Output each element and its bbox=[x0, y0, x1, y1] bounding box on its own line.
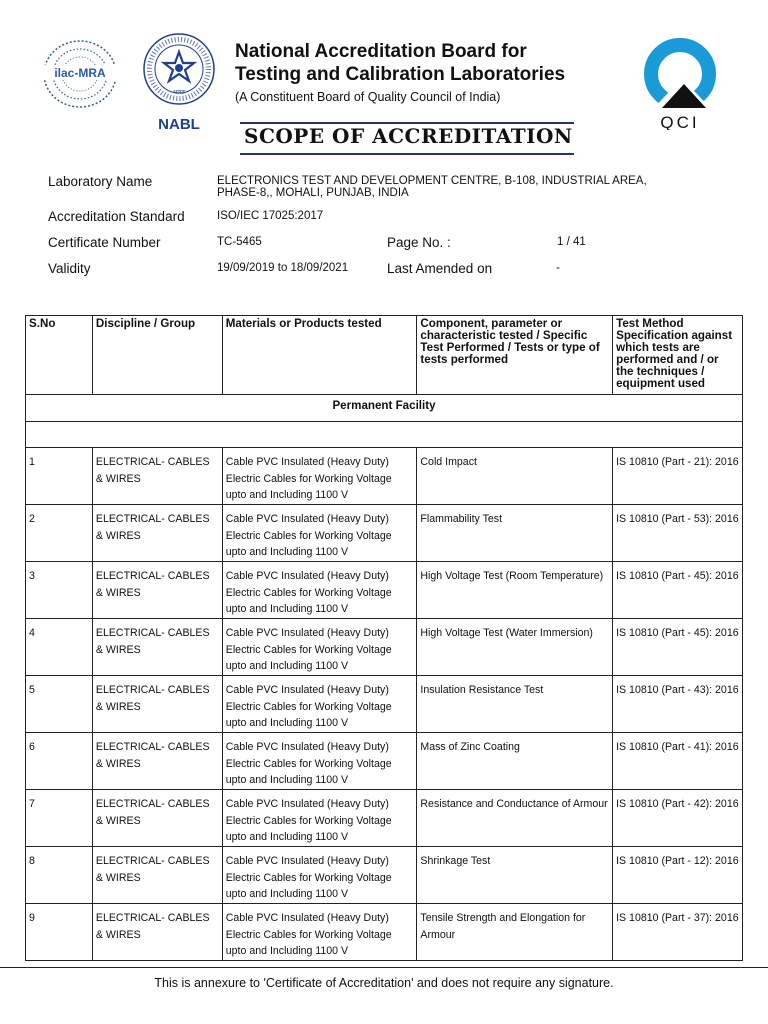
nabl-seal-text: भारत bbox=[173, 89, 185, 96]
cell-method: IS 10810 (Part - 43): 2016 bbox=[613, 676, 743, 733]
header-component: Component, parameter or characteristic tested / Specific Test Performed / Tests or type of tests performed bbox=[417, 316, 613, 395]
header-materials: Materials or Products tested bbox=[222, 316, 417, 395]
footer-rule bbox=[0, 967, 768, 968]
cell-material: Cable PVC Insulated (Heavy Duty) Electric Cables for Working Voltage upto and Including 1100 V bbox=[222, 904, 417, 961]
amended-value: - bbox=[556, 262, 560, 274]
cell-sno: 3 bbox=[26, 562, 93, 619]
ilac-logo-text: ilac-MRA bbox=[54, 66, 106, 80]
amended-label: Last Amended on bbox=[387, 261, 493, 276]
cell-test: Cold Impact bbox=[417, 448, 613, 505]
section-row bbox=[26, 395, 743, 422]
scope-title-bottom-rule bbox=[240, 153, 574, 155]
header-discipline: Discipline / Group bbox=[92, 316, 222, 395]
cell-group: ELECTRICAL- CABLES & WIRES bbox=[92, 676, 222, 733]
table-row bbox=[26, 676, 743, 733]
cell-group: ELECTRICAL- CABLES & WIRES bbox=[92, 619, 222, 676]
ilac-mra-logo bbox=[40, 38, 120, 110]
standard-label: Accreditation Standard bbox=[48, 209, 185, 224]
board-title bbox=[235, 40, 565, 86]
header-test-method: Test Method Specification against which tests are performed and / or the techniques / equipment used bbox=[613, 316, 743, 395]
cell-sno: 7 bbox=[26, 790, 93, 847]
cell-group: ELECTRICAL- CABLES & WIRES bbox=[92, 847, 222, 904]
cell-sno: 2 bbox=[26, 505, 93, 562]
table-row bbox=[26, 448, 743, 505]
certificate-value: TC-5465 bbox=[217, 236, 262, 248]
cell-material: Cable PVC Insulated (Heavy Duty) Electric Cables for Working Voltage upto and Including 1100 V bbox=[222, 448, 417, 505]
validity-label: Validity bbox=[48, 261, 91, 276]
validity-value: 19/09/2019 to 18/09/2021 bbox=[217, 262, 349, 274]
scope-title: SCOPE OF ACCREDITATION bbox=[244, 124, 573, 148]
qci-logo bbox=[640, 38, 724, 130]
cell-material: Cable PVC Insulated (Heavy Duty) Electric Cables for Working Voltage upto and Including 1100 V bbox=[222, 847, 417, 904]
page-label: Page No. : bbox=[387, 235, 451, 250]
cell-material: Cable PVC Insulated (Heavy Duty) Electric Cables for Working Voltage upto and Including 1100 V bbox=[222, 676, 417, 733]
table-row bbox=[26, 904, 743, 961]
cell-sno: 9 bbox=[26, 904, 93, 961]
cell-method: IS 10810 (Part - 41): 2016 bbox=[613, 733, 743, 790]
scope-table bbox=[25, 315, 743, 961]
table-row bbox=[26, 619, 743, 676]
nabl-logo bbox=[138, 32, 220, 132]
cell-group: ELECTRICAL- CABLES & WIRES bbox=[92, 904, 222, 961]
cell-material: Cable PVC Insulated (Heavy Duty) Electric Cables for Working Voltage upto and Including 1100 V bbox=[222, 733, 417, 790]
cell-sno: 8 bbox=[26, 847, 93, 904]
lab-name-line1: ELECTRONICS TEST AND DEVELOPMENT CENTRE, B-108, INDUSTRIAL AREA, bbox=[217, 175, 647, 187]
cell-sno: 6 bbox=[26, 733, 93, 790]
table-row bbox=[26, 562, 743, 619]
table-row bbox=[26, 847, 743, 904]
spacer-row bbox=[26, 422, 743, 448]
board-title-line2: Testing and Calibration Laboratories bbox=[235, 64, 566, 85]
cell-group: ELECTRICAL- CABLES & WIRES bbox=[92, 448, 222, 505]
lab-name-label: Laboratory Name bbox=[48, 174, 153, 189]
cell-method: IS 10810 (Part - 37): 2016 bbox=[613, 904, 743, 961]
cell-group: ELECTRICAL- CABLES & WIRES bbox=[92, 505, 222, 562]
header-sno: S.No bbox=[26, 316, 93, 395]
page-value: 1 / 41 bbox=[557, 236, 586, 248]
standard-value: ISO/IEC 17025:2017 bbox=[217, 210, 324, 222]
cell-method: IS 10810 (Part - 21): 2016 bbox=[613, 448, 743, 505]
cell-material: Cable PVC Insulated (Heavy Duty) Electric Cables for Working Voltage upto and Including 1100 V bbox=[222, 619, 417, 676]
cell-group: ELECTRICAL- CABLES & WIRES bbox=[92, 562, 222, 619]
cell-test: High Voltage Test (Water Immersion) bbox=[417, 619, 613, 676]
nabl-logo-text: NABL bbox=[158, 116, 200, 132]
certificate-label: Certificate Number bbox=[48, 235, 161, 250]
cell-group: ELECTRICAL- CABLES & WIRES bbox=[92, 733, 222, 790]
cell-test: Tensile Strength and Elongation for Armour bbox=[417, 904, 613, 961]
cell-test: Insulation Resistance Test bbox=[417, 676, 613, 733]
table-header-row bbox=[26, 316, 743, 395]
cell-test: Resistance and Conductance of Armour bbox=[417, 790, 613, 847]
cell-method: IS 10810 (Part - 42): 2016 bbox=[613, 790, 743, 847]
cell-sno: 4 bbox=[26, 619, 93, 676]
cell-sno: 1 bbox=[26, 448, 93, 505]
cell-group: ELECTRICAL- CABLES & WIRES bbox=[92, 790, 222, 847]
board-title-line1: National Accreditation Board for bbox=[235, 41, 527, 62]
cell-material: Cable PVC Insulated (Heavy Duty) Electric Cables for Working Voltage upto and Including 1100 V bbox=[222, 505, 417, 562]
board-subtitle: (A Constituent Board of Quality Council of India) bbox=[235, 90, 501, 104]
cell-test: Flammability Test bbox=[417, 505, 613, 562]
cell-method: IS 10810 (Part - 45): 2016 bbox=[613, 619, 743, 676]
lab-name-line2: PHASE-8,, MOHALI, PUNJAB, INDIA bbox=[217, 187, 409, 199]
cell-method: IS 10810 (Part - 12): 2016 bbox=[613, 847, 743, 904]
table-row bbox=[26, 733, 743, 790]
cell-material: Cable PVC Insulated (Heavy Duty) Electric Cables for Working Voltage upto and Including 1100 V bbox=[222, 790, 417, 847]
table-row bbox=[26, 505, 743, 562]
section-title: Permanent Facility bbox=[26, 395, 743, 422]
cell-sno: 5 bbox=[26, 676, 93, 733]
qci-logo-text: QCI bbox=[660, 113, 700, 130]
footer-note: This is annexure to 'Certificate of Accreditation' and does not require any signature. bbox=[154, 976, 614, 990]
cell-material: Cable PVC Insulated (Heavy Duty) Electric Cables for Working Voltage upto and Including 1100 V bbox=[222, 562, 417, 619]
cell-method: IS 10810 (Part - 45): 2016 bbox=[613, 562, 743, 619]
table-row bbox=[26, 790, 743, 847]
cell-test: High Voltage Test (Room Temperature) bbox=[417, 562, 613, 619]
cell-test: Mass of Zinc Coating bbox=[417, 733, 613, 790]
cell-method: IS 10810 (Part - 53): 2016 bbox=[613, 505, 743, 562]
cell-test: Shrinkage Test bbox=[417, 847, 613, 904]
